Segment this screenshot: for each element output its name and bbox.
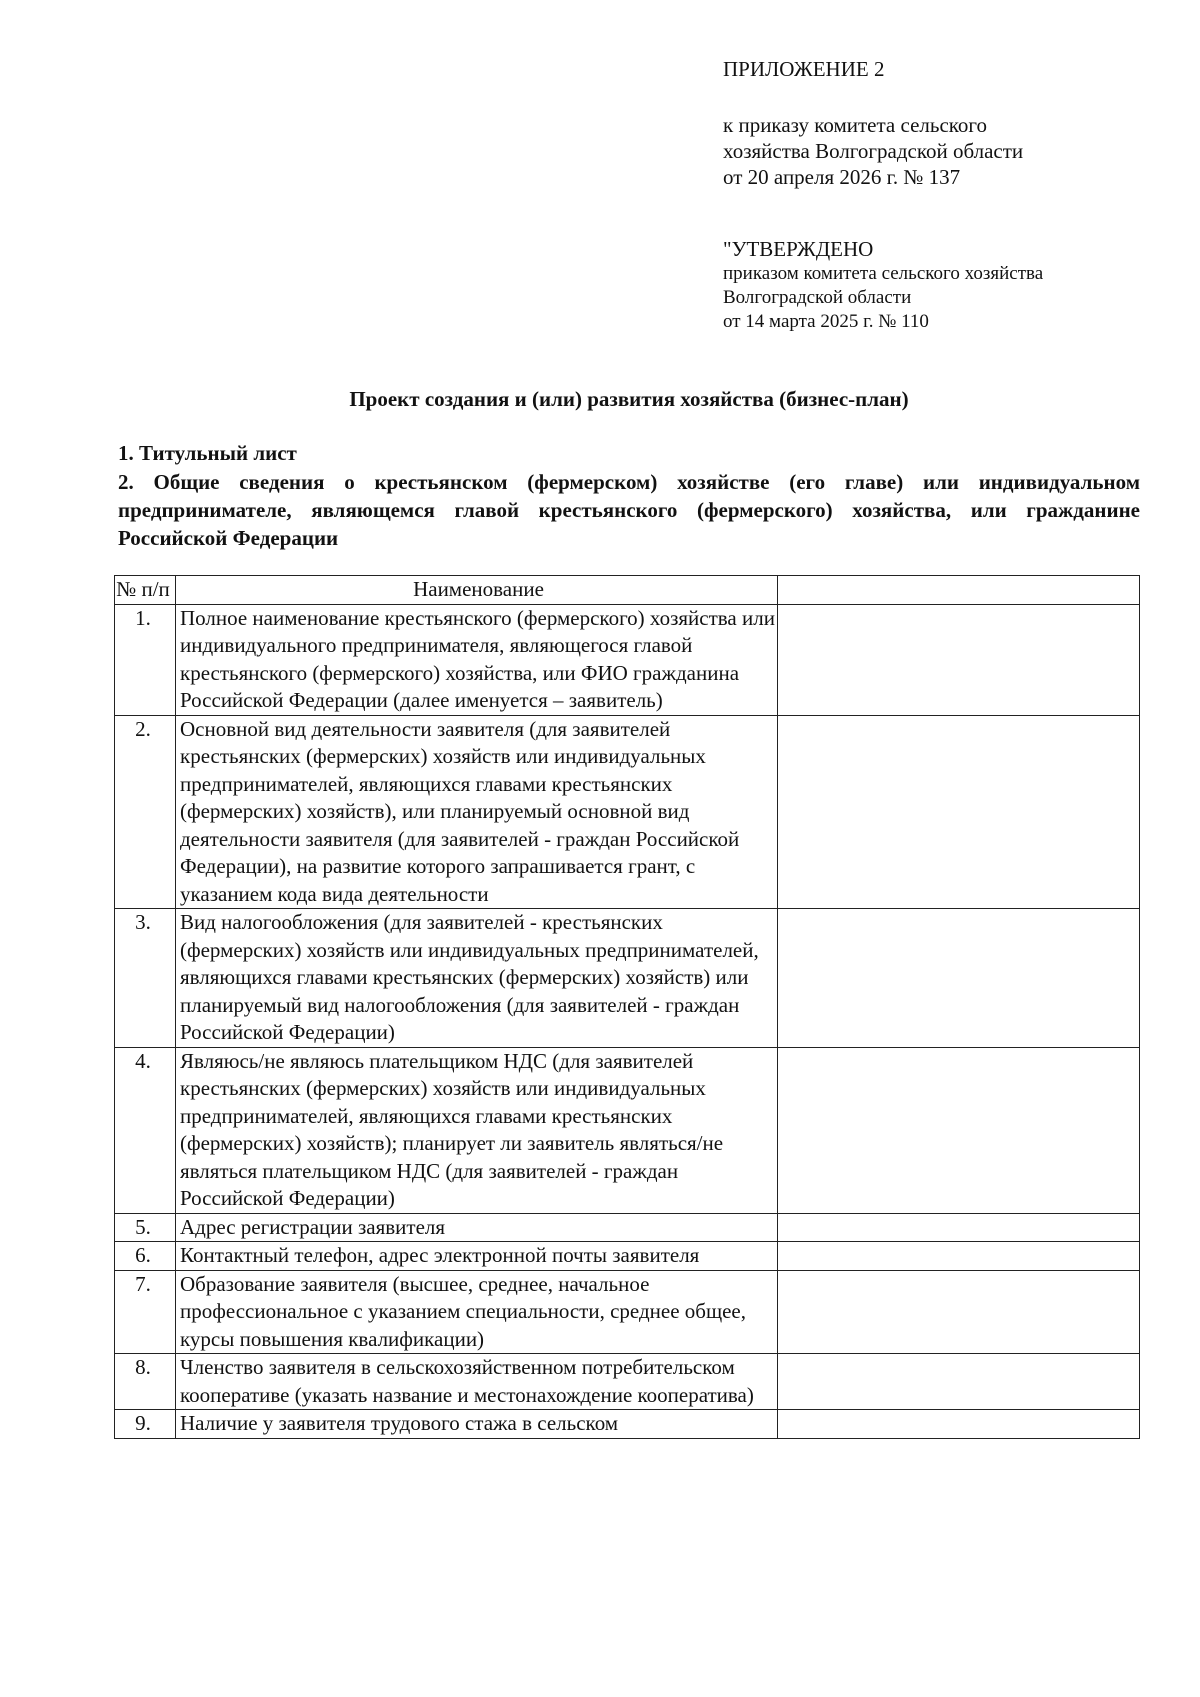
row-number: 9. xyxy=(115,1410,176,1439)
row-number: 8. xyxy=(115,1354,176,1410)
column-header-name: Наименование xyxy=(176,576,778,605)
approval-line: от 14 марта 2025 г. № 110 xyxy=(723,311,929,332)
table-row xyxy=(115,715,1140,909)
table-row xyxy=(115,1410,1140,1439)
order-ref-line: хозяйства Волгоградской области xyxy=(723,139,1024,163)
row-name: Вид налогообложения (для заявителей - крестьянских (фермерских) хозяйств или индивидуальных предпринимателей, являющихся главами крестьянских (фермерских) хозяйств) или планируемый вид налогообложения (для заявителей - граждан Российской Федерации) xyxy=(176,909,778,1048)
row-value-cell[interactable] xyxy=(778,1354,1140,1410)
row-name: Являюсь/не являюсь плательщиком НДС (для заявителей крестьянских (фермерских) хозяйств или индивидуальных предпринимателей, являющихся главами крестьянских (фермерских) хозяйств); планирует ли заявитель являться/не являться плательщиком НДС (для заявителей - граждан Российской Федерации) xyxy=(176,1047,778,1213)
row-value-cell[interactable] xyxy=(778,1213,1140,1242)
table-row xyxy=(115,1047,1140,1213)
order-ref-line: к приказу комитета сельского xyxy=(723,113,988,137)
row-value-cell[interactable] xyxy=(778,604,1140,715)
row-number: 6. xyxy=(115,1242,176,1271)
row-value-cell[interactable] xyxy=(778,1047,1140,1213)
row-value-cell[interactable] xyxy=(778,1242,1140,1271)
row-name: Полное наименование крестьянского (фермерского) хозяйства или индивидуального предпринимателя, являющегося главой крестьянского (фермерского) хозяйства, или ФИО гражданина Российской Федерации (далее именуется – заявитель) xyxy=(176,604,778,715)
table-row xyxy=(115,604,1140,715)
general-info-table xyxy=(114,575,1140,1439)
table-row xyxy=(115,1354,1140,1410)
section-2-heading: 2. Общие сведения о крестьянском (фермерском) хозяйстве (его главе) или индивидуальном предпринимателе, являющемся главой крестьянского (фермерского) хозяйства, или гражданине Российской Федерации xyxy=(118,470,1140,550)
row-number: 5. xyxy=(115,1213,176,1242)
table-row xyxy=(115,1213,1140,1242)
order-ref-line: от 20 апреля 2026 г. № 137 xyxy=(723,165,961,189)
row-name: Контактный телефон, адрес электронной почты заявителя xyxy=(176,1242,778,1271)
approval-title: "УТВЕРЖДЕНО xyxy=(723,237,874,261)
column-header-value xyxy=(778,576,1140,605)
row-value-cell[interactable] xyxy=(778,715,1140,909)
table-row xyxy=(115,1242,1140,1271)
row-number: 7. xyxy=(115,1270,176,1354)
table-row xyxy=(115,909,1140,1048)
row-name: Основной вид деятельности заявителя (для заявителей крестьянских (фермерских) хозяйств или индивидуальных предпринимателей, являющихся главами крестьянских (фермерских) хозяйств), или планируемый основной вид деятельности заявителя (для заявителей - граждан Российской Федерации), на развитие которого запрашивается грант, с указанием кода вида деятельности xyxy=(176,715,778,909)
row-name: Членство заявителя в сельскохозяйственном потребительском кооперативе (указать название и местонахождение кооператива) xyxy=(176,1354,778,1410)
column-header-number: № п/п xyxy=(115,576,176,605)
row-name: Наличие у заявителя трудового стажа в сельском xyxy=(176,1410,778,1439)
table-row xyxy=(115,1270,1140,1354)
order-reference xyxy=(723,112,1163,190)
approval-line: Волгоградской области xyxy=(723,287,912,308)
row-name: Образование заявителя (высшее, среднее, начальное профессиональное с указанием специальности, среднее общее, курсы повышения квалификации) xyxy=(176,1270,778,1354)
row-value-cell[interactable] xyxy=(778,1270,1140,1354)
row-value-cell[interactable] xyxy=(778,909,1140,1048)
row-value-cell[interactable] xyxy=(778,1410,1140,1439)
row-number: 2. xyxy=(115,715,176,909)
document-title: Проект создания и (или) развития хозяйства (бизнес-план) xyxy=(349,387,909,411)
row-name: Адрес регистрации заявителя xyxy=(176,1213,778,1242)
section-1-heading: 1. Титульный лист xyxy=(118,441,297,465)
row-number: 4. xyxy=(115,1047,176,1213)
table-header-row xyxy=(115,576,1140,605)
row-number: 3. xyxy=(115,909,176,1048)
appendix-number: ПРИЛОЖЕНИЕ 2 xyxy=(723,57,885,81)
row-number: 1. xyxy=(115,604,176,715)
approval-block xyxy=(723,236,1163,334)
approval-line: приказом комитета сельского хозяйства xyxy=(723,263,1044,284)
